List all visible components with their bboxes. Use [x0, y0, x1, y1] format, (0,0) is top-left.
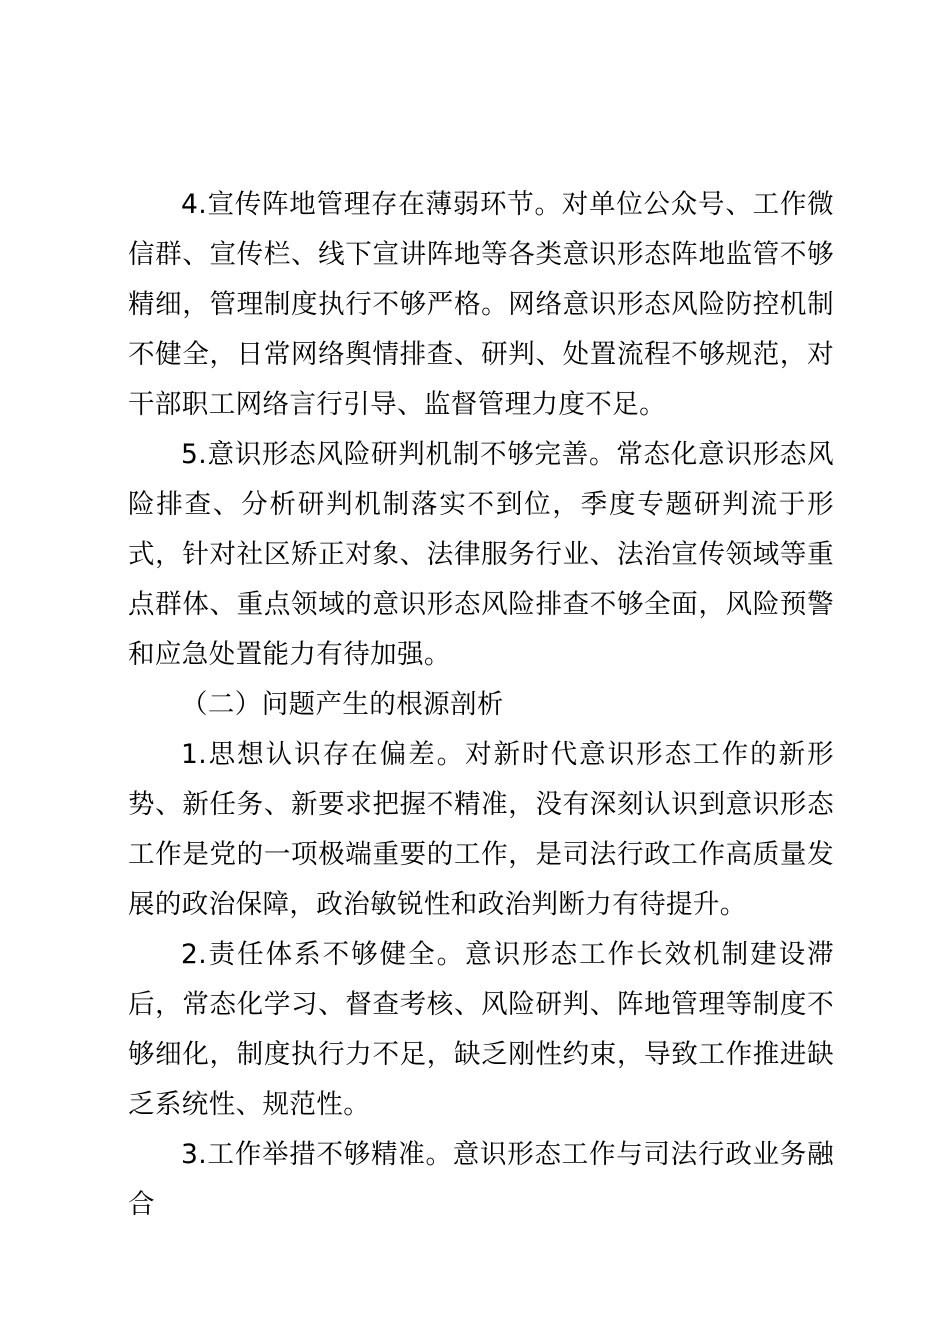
paragraph-item-4: 4.宣传阵地管理存在薄弱环节。对单位公众号、工作微信群、宣传栏、线下宣讲阵地等各类意识形态阵地监管不够精细，管理制度执行不够严格。网络意识形态风险防控机制不健全，日常网络舆情排查、研判、处置流程不够规范，对干部职工网络言行引导、监督管理力度不足。 — [128, 189, 834, 420]
section-heading: （二）问题产生的根源剖析 — [181, 689, 504, 720]
document-body — [128, 180, 834, 1230]
paragraph-cause-1: 1.思想认识存在偏差。对新时代意识形态工作的新形势、新任务、新要求把握不精准，没有深刻认识到意识形态工作是党的一项极端重要的工作，是司法行政工作高质量发展的政治保障，政治敏锐性和政治判断力有待提升。 — [128, 739, 834, 920]
paragraph-item-5: 5.意识形态风险研判机制不够完善。常态化意识形态风险排查、分析研判机制落实不到位，季度专题研判流于形式，针对社区矫正对象、法律服务行业、法治宣传领域等重点群体、重点领域的意识形态风险排查不够全面，风险预警和应急处置能力有待加强。 — [128, 439, 834, 670]
paragraph-cause-2: 2.责任体系不够健全。意识形态工作长效机制建设滞后，常态化学习、督查考核、风险研判、阵地管理等制度不够细化，制度执行力不足，缺乏刚性约束，导致工作推进缺乏系统性、规范性。 — [128, 939, 834, 1120]
paragraph-cause-3: 3.工作举措不够精准。意识形态工作与司法行政业务融合 — [128, 1139, 834, 1220]
